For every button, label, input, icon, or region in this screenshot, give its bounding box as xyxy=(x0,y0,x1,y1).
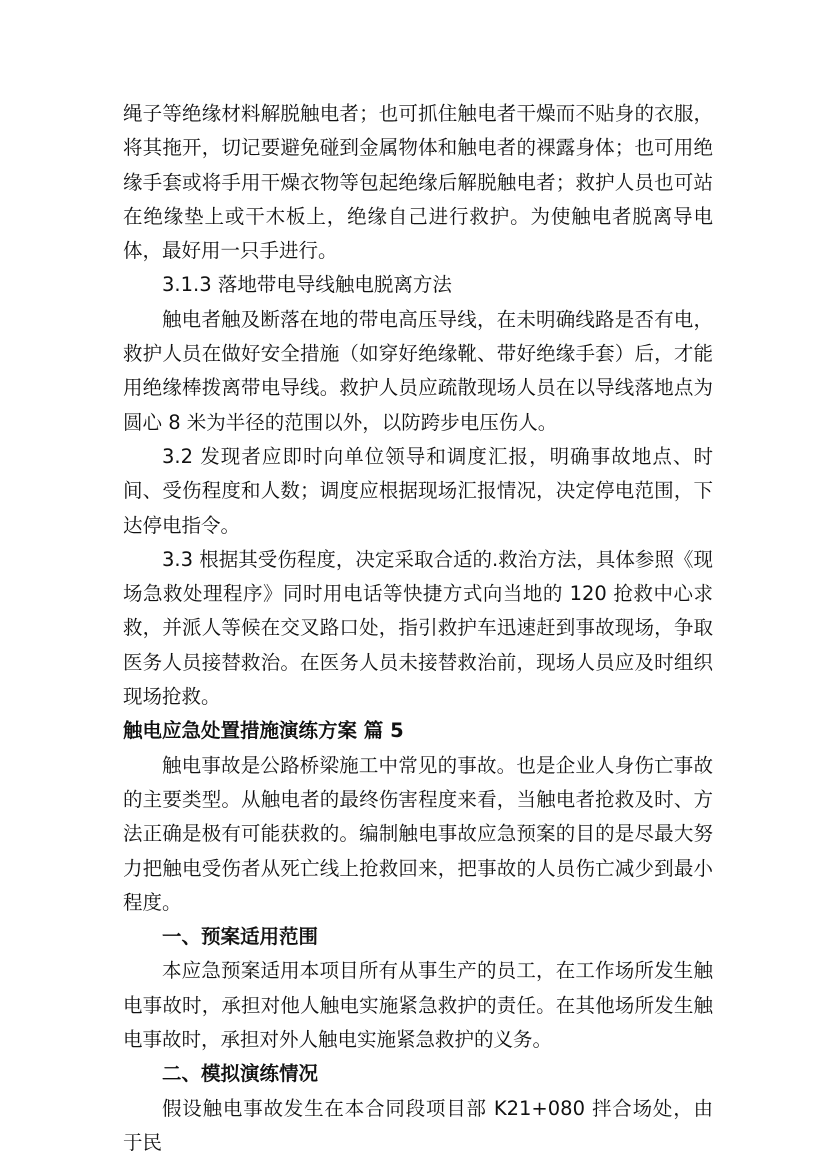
article-title: 触电应急处置措施演练方案 篇 5 xyxy=(123,719,404,743)
paragraph-drill: 假设触电事故发生在本合同段项目部 K21+080 拌合场处，由于民 xyxy=(123,1096,713,1154)
section-heading-scope: 一、预案适用范围 xyxy=(162,925,319,949)
section-heading-3-1-3: 3.1.3 落地带电导线触电脱离方法 xyxy=(162,273,452,297)
paragraph-scope: 本应急预案适用本项目所有从事生产的员工，在工作场所发生触电事故时，承担对他人触电实施紧急救护的责任。在其他场所发生触电事故时，承担对外人触电实施紧急救护的义务。 xyxy=(123,959,713,1052)
paragraph: 触电者触及断落在地的带电高压导线，在未明确线路是否有电，救护人员在做好安全措施（如穿好绝缘靴、带好绝缘手套）后，才能用绝缘棒拨离带电导线。救护人员应疏散现场人员在以导线落地点为圆心 8 米为半径的范围以外，以防跨步电压伤人。 xyxy=(123,307,713,434)
paragraph-continuation: 绳子等绝缘材料解脱触电者；也可抓住触电者干燥而不贴身的衣服，将其拖开，切记要避免碰到金属物体和触电者的裸露身体；也可用绝缘手套或将手用干燥衣物等包起绝缘后解脱触电者；救护人员也可站在绝缘垫上或干木板上，绝缘自己进行救护。为使触电者脱离导电体，最好用一只手进行。 xyxy=(123,102,713,263)
document-body xyxy=(123,97,713,1160)
paragraph-intro: 触电事故是公路桥梁施工中常见的事故。也是企业人身伤亡事故的主要类型。从触电者的最终伤害程度来看，当触电者抢救及时、方法正确是极有可能获救的。编制触电事故应急预案的目的是尽最大努力把触电受伤者从死亡线上抢救回来，把事故的人员伤亡减少到最小程度。 xyxy=(123,753,713,914)
section-heading-drill: 二、模拟演练情况 xyxy=(162,1062,319,1086)
paragraph-3-2: 3.2 发现者应即时向单位领导和调度汇报，明确事故地点、时间、受伤程度和人数；调度应根据现场汇报情况，决定停电范围，下达停电指令。 xyxy=(123,444,713,537)
paragraph-3-3: 3.3 根据其受伤程度，决定采取合适的.救治方法，具体参照《现场急救处理程序》同时用电话等快捷方式向当地的 120 抢救中心求救，并派人等候在交叉路口处，指引救护车迅速赶到事故现场，争取医务人员接替救治。在医务人员未接替救治前，现场人员应及时组织现场抢救。 xyxy=(123,547,713,709)
